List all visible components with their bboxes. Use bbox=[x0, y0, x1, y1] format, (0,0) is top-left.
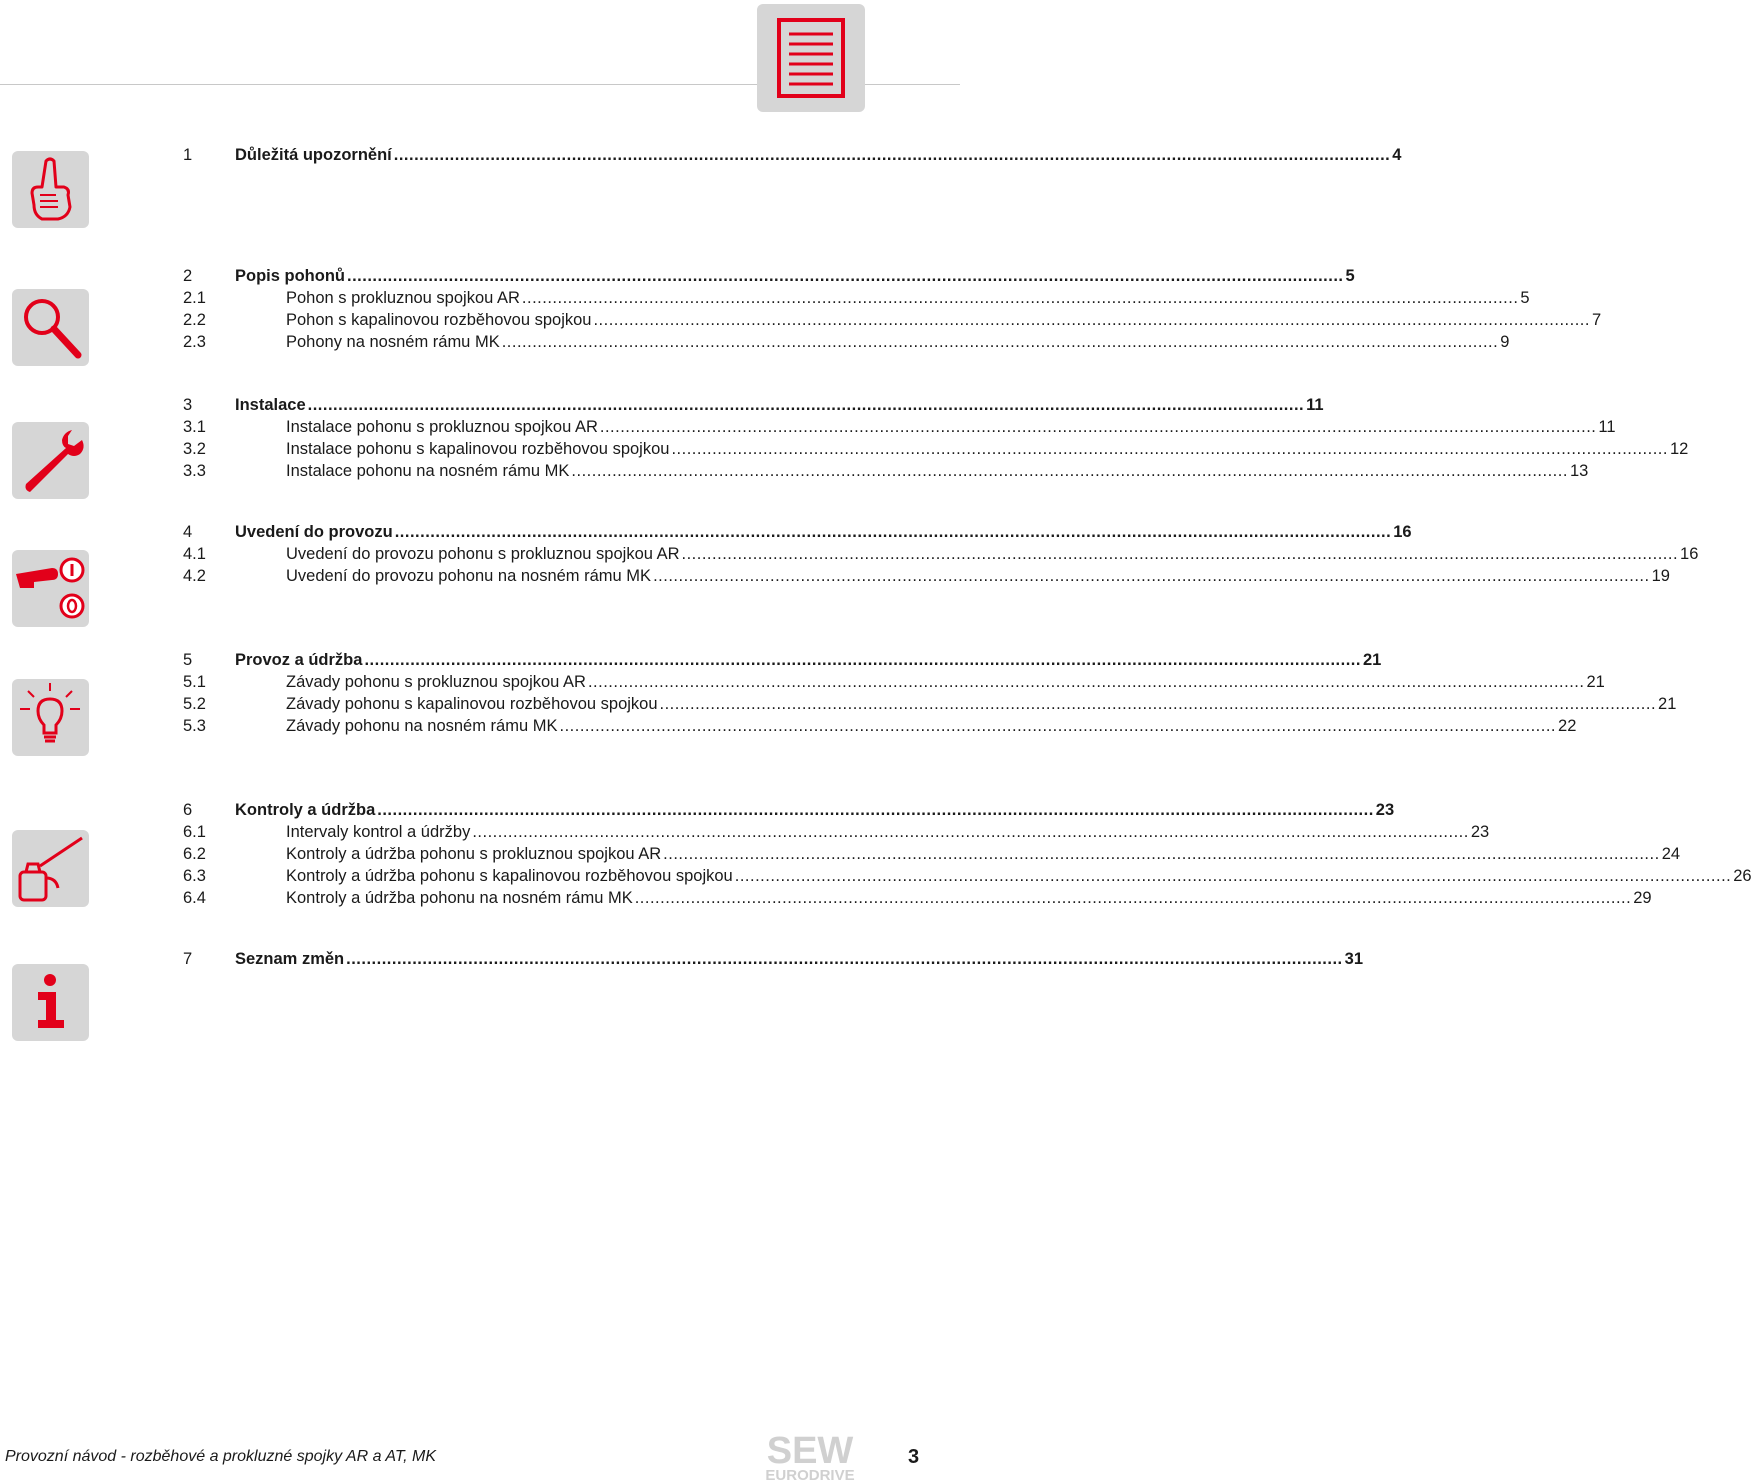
toc-leader: .................................................................................................................................................................................................... bbox=[587, 673, 1585, 691]
toc-leader: .................................................................................................................................................................................................... bbox=[346, 267, 1344, 285]
toc-number: 6.4 bbox=[183, 889, 206, 907]
toc-title: Kontroly a údržba pohonu s prokluznou spojkou AR bbox=[286, 845, 662, 863]
toc-chapter-3[interactable] bbox=[183, 394, 1324, 416]
document-icon-tile bbox=[757, 4, 865, 112]
info-icon bbox=[12, 964, 89, 1041]
toc-page: 21 bbox=[1658, 695, 1677, 713]
toc-page: 26 bbox=[1733, 867, 1752, 885]
toc-leader: .................................................................................................................................................................................................... bbox=[364, 651, 1361, 669]
toc-number: 3.3 bbox=[183, 462, 206, 480]
toc-title: Kontroly a údržba bbox=[235, 801, 376, 819]
toc-title: Popis pohonů bbox=[235, 267, 345, 285]
toc-section-2-3[interactable] bbox=[183, 331, 1510, 353]
toc-title: Provoz a údržba bbox=[235, 651, 363, 669]
toc-page: 11 bbox=[1598, 418, 1616, 436]
toc-title: Uvedení do provozu bbox=[235, 523, 393, 541]
wrench-icon bbox=[12, 422, 89, 499]
toc-number: 1 bbox=[183, 146, 193, 164]
wrench-tile bbox=[12, 422, 89, 499]
toc-number: 3.1 bbox=[183, 418, 206, 436]
toc-page: 23 bbox=[1375, 801, 1395, 819]
toc-number: 5.1 bbox=[183, 673, 206, 691]
toc-leader: .................................................................................................................................................................................................... bbox=[734, 867, 1732, 885]
toc-page: 11 bbox=[1306, 396, 1324, 414]
oil-can-tile bbox=[12, 830, 89, 907]
toc-title: Pohony na nosném rámu MK bbox=[286, 333, 500, 351]
lightbulb-icon bbox=[12, 679, 89, 756]
toc-leader: .................................................................................................................................................................................................... bbox=[681, 545, 1679, 563]
toc-section-4-1[interactable] bbox=[183, 543, 1699, 565]
toc-section-3-3[interactable] bbox=[183, 460, 1589, 482]
toc-title: Pohon s kapalinovou rozběhovou spojkou bbox=[286, 311, 592, 329]
toc-title: Závady pohonu s prokluznou spojkou AR bbox=[286, 673, 586, 691]
toc-title: Závady pohonu na nosném rámu MK bbox=[286, 717, 558, 735]
toc-number: 6.3 bbox=[183, 867, 206, 885]
toc-page: 16 bbox=[1393, 523, 1412, 541]
toc-number: 6.1 bbox=[183, 823, 206, 841]
toc-number: 7 bbox=[183, 950, 193, 968]
sew-eurodrive-logo bbox=[756, 1430, 864, 1482]
toc-leader: .................................................................................................................................................................................................... bbox=[346, 950, 1343, 968]
toc-leader: .................................................................................................................................................................................................... bbox=[559, 717, 1557, 735]
toc-section-6-1[interactable] bbox=[183, 821, 1490, 843]
toc-page: 19 bbox=[1651, 567, 1670, 585]
toc-page: 7 bbox=[1591, 311, 1602, 329]
toc-leader: .................................................................................................................................................................................................... bbox=[394, 523, 1392, 541]
toc-number: 4 bbox=[183, 523, 193, 541]
toc-title: Instalace pohonu s prokluznou spojkou AR bbox=[286, 418, 598, 436]
document-icon bbox=[757, 4, 865, 112]
toc-page: 31 bbox=[1344, 950, 1363, 968]
toc-title: Seznam změn bbox=[235, 950, 345, 968]
toc-title: Uvedení do provozu pohonu s prokluznou spojkou AR bbox=[286, 545, 680, 563]
toc-number: 6.2 bbox=[183, 845, 206, 863]
toc-chapter-1[interactable] bbox=[183, 144, 1402, 166]
toc-title: Instalace bbox=[235, 396, 306, 414]
toc-section-5-2[interactable] bbox=[183, 693, 1677, 715]
toc-page: 22 bbox=[1558, 717, 1577, 735]
toc-leader: .................................................................................................................................................................................................... bbox=[307, 396, 1305, 414]
info-tile bbox=[12, 964, 89, 1041]
toc-page: 21 bbox=[1362, 651, 1382, 669]
toc-section-2-1[interactable] bbox=[183, 287, 1530, 309]
toc-number: 2 bbox=[183, 267, 193, 285]
toc-number: 5 bbox=[183, 651, 193, 669]
toc-chapter-2[interactable] bbox=[183, 265, 1355, 287]
toc-number: 2.3 bbox=[183, 333, 206, 351]
toc-number: 3.2 bbox=[183, 440, 206, 458]
toc-section-5-1[interactable] bbox=[183, 671, 1605, 693]
toc-leader: .................................................................................................................................................................................................... bbox=[634, 889, 1632, 907]
toc-title: Instalace pohonu na nosném rámu MK bbox=[286, 462, 570, 480]
toc-leader: .................................................................................................................................................................................................... bbox=[521, 289, 1519, 307]
toc-leader: .................................................................................................................................................................................................... bbox=[377, 801, 1374, 819]
toc-page: 13 bbox=[1569, 462, 1589, 480]
toc-page: 5 bbox=[1520, 289, 1530, 307]
toc-page: 9 bbox=[1500, 333, 1510, 351]
toc-page: 24 bbox=[1661, 845, 1681, 863]
toc-page: 23 bbox=[1470, 823, 1490, 841]
toc-title: Kontroly a údržba pohonu s kapalinovou rozběhovou spojkou bbox=[286, 867, 733, 885]
toc-section-2-2[interactable] bbox=[183, 309, 1602, 331]
toc-title: Pohon s prokluznou spojkou AR bbox=[286, 289, 520, 307]
toc-page: 21 bbox=[1586, 673, 1605, 691]
toc-title: Důležitá upozornění bbox=[235, 146, 392, 164]
toc-section-3-2[interactable] bbox=[183, 438, 1689, 460]
toc-number: 3 bbox=[183, 396, 193, 414]
toc-section-6-4[interactable] bbox=[183, 887, 1652, 909]
toc-leader: .................................................................................................................................................................................................... bbox=[571, 462, 1568, 480]
toc-leader: .................................................................................................................................................................................................... bbox=[501, 333, 1499, 351]
toc-title: Kontroly a údržba pohonu na nosném rámu MK bbox=[286, 889, 633, 907]
toc-page: 29 bbox=[1633, 889, 1652, 907]
toc-leader: .................................................................................................................................................................................................... bbox=[659, 695, 1657, 713]
toc-section-6-3[interactable] bbox=[183, 865, 1752, 887]
toc-page: 5 bbox=[1345, 267, 1355, 285]
toc-number: 5.3 bbox=[183, 717, 206, 735]
toc-chapter-4[interactable] bbox=[183, 521, 1412, 543]
toc-leader: .................................................................................................................................................................................................... bbox=[663, 845, 1660, 863]
pointing-hand-icon bbox=[12, 151, 89, 228]
toc-chapter-7[interactable] bbox=[183, 948, 1363, 970]
toc-chapter-6[interactable] bbox=[183, 799, 1395, 821]
toc-page: 16 bbox=[1680, 545, 1699, 563]
toc-leader: .................................................................................................................................................................................................... bbox=[653, 567, 1650, 585]
toc-leader: .................................................................................................................................................................................................... bbox=[671, 440, 1668, 458]
toc-chapter-5[interactable] bbox=[183, 649, 1382, 671]
start-stop-icon bbox=[12, 550, 89, 627]
toc-page: 12 bbox=[1669, 440, 1689, 458]
toc-number: 2.2 bbox=[183, 311, 206, 329]
toc-section-4-2[interactable] bbox=[183, 565, 1670, 587]
page-number: 3 bbox=[908, 1446, 920, 1468]
toc-section-5-3[interactable] bbox=[183, 715, 1577, 737]
toc-title: Uvedení do provozu pohonu na nosném rámu MK bbox=[286, 567, 652, 585]
toc-title: Intervaly kontrol a údržby bbox=[286, 823, 471, 841]
toc-title: Instalace pohonu s kapalinovou rozběhovou spojkou bbox=[286, 440, 670, 458]
magnifier-tile bbox=[12, 289, 89, 366]
toc-leader: .................................................................................................................................................................................................... bbox=[393, 146, 1391, 164]
toc-number: 6 bbox=[183, 801, 193, 819]
toc-title: Závady pohonu s kapalinovou rozběhovou spojkou bbox=[286, 695, 658, 713]
brand-logo-top: SEW bbox=[766, 1430, 854, 1472]
toc-section-6-2[interactable] bbox=[183, 843, 1681, 865]
magnifier-icon bbox=[12, 289, 89, 366]
toc-leader: .................................................................................................................................................................................................... bbox=[472, 823, 1469, 841]
pointing-hand-tile bbox=[12, 151, 89, 228]
start-stop-tile bbox=[12, 550, 89, 627]
brand-logo-bottom: EURODRIVE bbox=[765, 1467, 855, 1482]
toc-number: 4.2 bbox=[183, 567, 206, 585]
oil-can-icon bbox=[12, 830, 89, 907]
toc-number: 2.1 bbox=[183, 289, 206, 307]
footer-document-title: Provozní návod - rozběhové a prokluzné spojky AR a AT, MK bbox=[5, 1448, 437, 1465]
toc-section-3-1[interactable] bbox=[183, 416, 1616, 438]
toc-page: 4 bbox=[1392, 146, 1402, 164]
lightbulb-tile bbox=[12, 679, 89, 756]
toc-number: 5.2 bbox=[183, 695, 206, 713]
toc-leader: .................................................................................................................................................................................................... bbox=[593, 311, 1590, 329]
toc-number: 4.1 bbox=[183, 545, 206, 563]
toc-leader: .................................................................................................................................................................................................... bbox=[599, 418, 1597, 436]
